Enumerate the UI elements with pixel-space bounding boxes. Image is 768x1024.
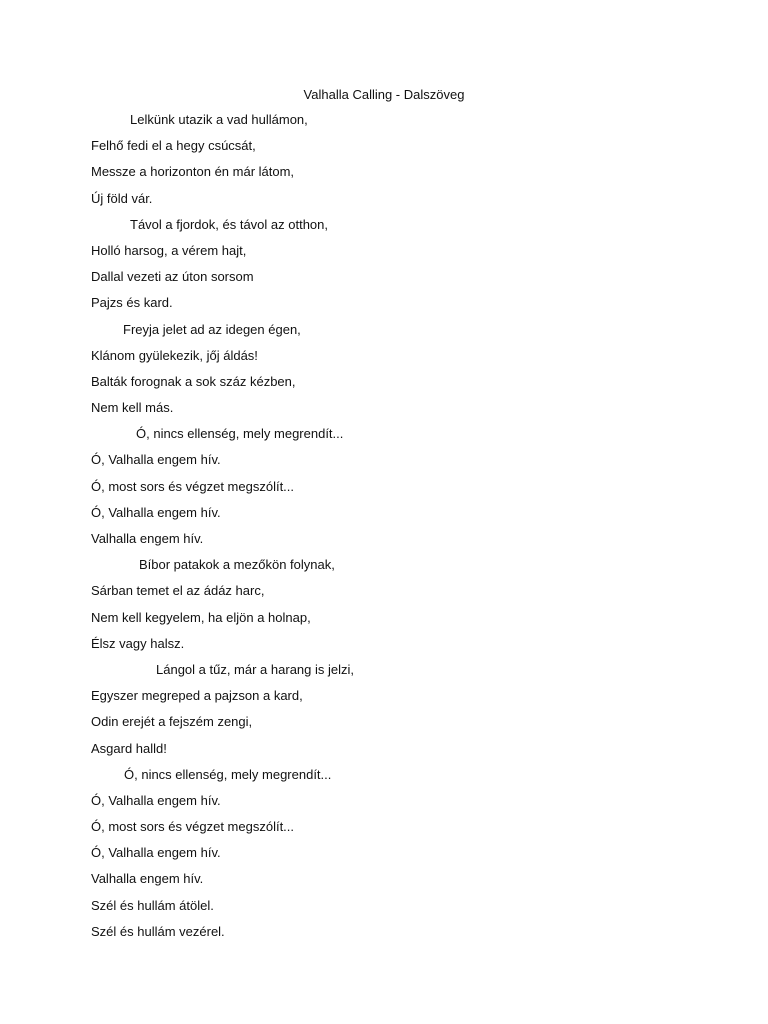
- lyric-line: Ó, nincs ellenség, mely megrendít...: [124, 766, 332, 782]
- lyric-line: Klánom gyülekezik, jőj áldás!: [91, 347, 258, 363]
- lyric-line: Bíbor patakok a mezőkön folynak,: [139, 557, 335, 573]
- lyric-line: Lángol a tűz, már a harang is jelzi,: [156, 661, 354, 677]
- lyric-line: Ó, Valhalla engem hív.: [91, 792, 221, 808]
- lyric-line: Távol a fjordok, és távol az otthon,: [130, 216, 328, 232]
- lyric-line: Lelkünk utazik a vad hullámon,: [130, 112, 308, 127]
- lyric-line: Nem kell kegyelem, ha eljön a holnap,: [91, 609, 311, 625]
- lyric-line: Dallal vezeti az úton sorsom: [91, 269, 254, 285]
- lyric-line: Holló harsog, a vérem hajt,: [91, 242, 247, 258]
- lyric-line: Ó, most sors és végzet megszólít...: [91, 478, 295, 494]
- lyric-line: Pajzs és kard.: [91, 295, 173, 311]
- lyric-line: Freyja jelet ad az idegen égen,: [123, 321, 301, 337]
- lyric-line: Sárban temet el az ádáz harc,: [91, 583, 265, 599]
- lyric-line: Egyszer megreped a pajzson a kard,: [91, 688, 303, 704]
- lyric-line: Odin erejét a fejszém zengi,: [91, 714, 253, 730]
- lyric-line: Balták forognak a sok száz kézben,: [91, 373, 296, 389]
- lyric-line: Messze a horizonton én már látom,: [91, 164, 295, 180]
- lyric-line: Valhalla engem hív.: [91, 531, 204, 546]
- lyric-line: Nem kell más.: [91, 400, 174, 416]
- lyric-line: Szél és hullám vezérel.: [91, 923, 225, 939]
- document-title: [0, 86, 768, 104]
- lyric-line: Ó, Valhalla engem hív.: [91, 504, 221, 520]
- lyric-line: Felhő fedi el a hegy csúcsát,: [91, 138, 256, 154]
- lyric-line: Ó, Valhalla engem hív.: [91, 845, 221, 861]
- document-title-text: Valhalla Calling - Dalszöveg: [303, 87, 465, 102]
- lyric-line: Élsz vagy halsz.: [91, 635, 185, 651]
- lyric-line: Új föld vár.: [91, 190, 153, 206]
- lyric-line: Ó, Valhalla engem hív.: [91, 452, 221, 468]
- lyric-line: Valhalla engem hív.: [91, 871, 204, 887]
- lyrics-body: [91, 111, 711, 949]
- lyric-line: Ó, most sors és végzet megszólít...: [91, 819, 295, 835]
- lyric-line: Szél és hullám átölel.: [91, 897, 214, 913]
- lyric-line: Asgard halld!: [91, 740, 167, 756]
- lyric-line: Ó, nincs ellenség, mely megrendít...: [136, 426, 344, 442]
